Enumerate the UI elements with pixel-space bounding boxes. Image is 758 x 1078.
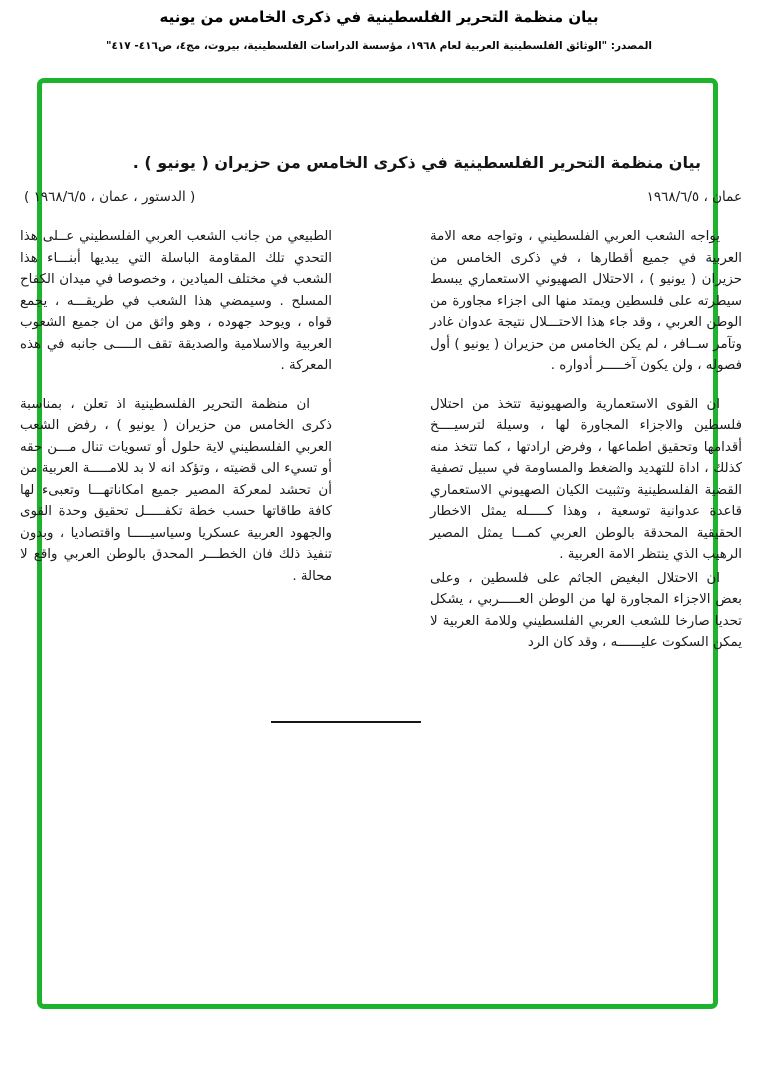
paragraph: ان القوى الاستعمارية والصهيونية تتخذ من احتلال فلسطين والاجزاء المجاورة لها ، وسيلة لترسيــــخ أقدامها وتحقيق اطماعها ، وفرض ارادتها ، كما تتخذ منه كذلك ، اداة للتهديد والضغط والمساومة في سبيل تصفية القضية الفلسطينية وتثبيت الكيان الصهيوني الاستعماري قاعدة عدوانية توسعية ، وهذا كـــــله يمثل الاخطار الحقيقية المحدقة بالوطن العربي كمـــا يمثل المصير الرهيب الذي ينتظر الامة العربية . (430, 396, 742, 562)
source-citation: المصدر: "الوثائق الفلسطينية العربية لعام ١٩٦٨، مؤسسة الدراسات الفلسطينية، بيروت، مج٤، ص٤١٦- ٤١٧" (105, 40, 653, 52)
page-title: بيان منظمة التحرير الفلسطينية في ذكرى الخامس من يونيه (159, 8, 599, 26)
paragraph: ان منظمة التحرير الفلسطينية اذ تعلن ، بمناسبة ذكرى الخامس من حزيران ( يونيو ) ، رفض الشعب العربي الفلسطيني لاية حلول أو تسويات تنال مـــن حقه أو تسيء الى قضيته ، وتؤكد انه لا بد للامـــــة العربية من أن تحشد لمعركة المصير جميع امكاناتهـــا وتعبىء لها كافة طاقاتها حسب خطة تكفـــــل تحقيق وحدة القوى والجهود العربية عسكريا وسياسيـــــا واقتصاديا ، وبدون تنفيذ ذلك فان الخطـــر المحدق بالوطن العربي واقع لا محالة . (20, 396, 332, 584)
dateline-place-date: عمان ، ١٩٦٨/٦/٥ (646, 189, 742, 205)
paragraph: يواجه الشعب العربي الفلسطيني ، وتواجه معه الامة العربية في جميع أقطارها ، في ذكرى الخامس من حزيران ( يونيو ) ، الاحتلال الصهيوني الاستعماري يبسط سيطرته على فلسطين ويمتد منها الى اجزاء مجاورة من الوطن العربي ، وقد جاء هذا الاحتـــلال نتيجة عدوان غادر وتآمر ســافر ، لم يكن الخامس من حزيران ( يونيو ) أول فصوله ، ولن يكون آخـــــر أدواره . (430, 229, 742, 373)
paragraph: الطبيعي من جانب الشعب العربي الفلسطيني عــلى هذا التحدي تلك المقاومة الباسلة التي يبديها أبنـــاء هذا الشعب في مختلف الميادين ، وخصوصا في ميدان الكفاح المسلح . وسيمضي هذا الشعب في طريقـــه ، يجمع قواه ، ويوحد جهوده ، وهو واثق من ان جميع الشعوب العربية والاسلامية والصديقة تقف الـــــى جانبه في هذه المعركة . (20, 229, 332, 373)
paragraph: ان الاحتلال البغيض الجاثم على فلسطين ، وعلى بعض الاجزاء المجاورة لها من الوطن العـــــربي ، يشكل تحديا صارخا للشعب العربي الفلسطيني وللامة العربية لا يمكن السكوت عليــــــه ، وقد كان الرد (430, 570, 742, 650)
column-left (20, 226, 332, 587)
column-right (430, 226, 742, 654)
dateline-source: ( الدستور ، عمان ، ١٩٦٨/٦/٥ ) (24, 189, 196, 205)
footnote-divider-line (271, 721, 421, 723)
document-title: بيان منظمة التحرير الفلسطينية في ذكرى الخامس من حزيران ( يونيو ) . (132, 153, 701, 172)
